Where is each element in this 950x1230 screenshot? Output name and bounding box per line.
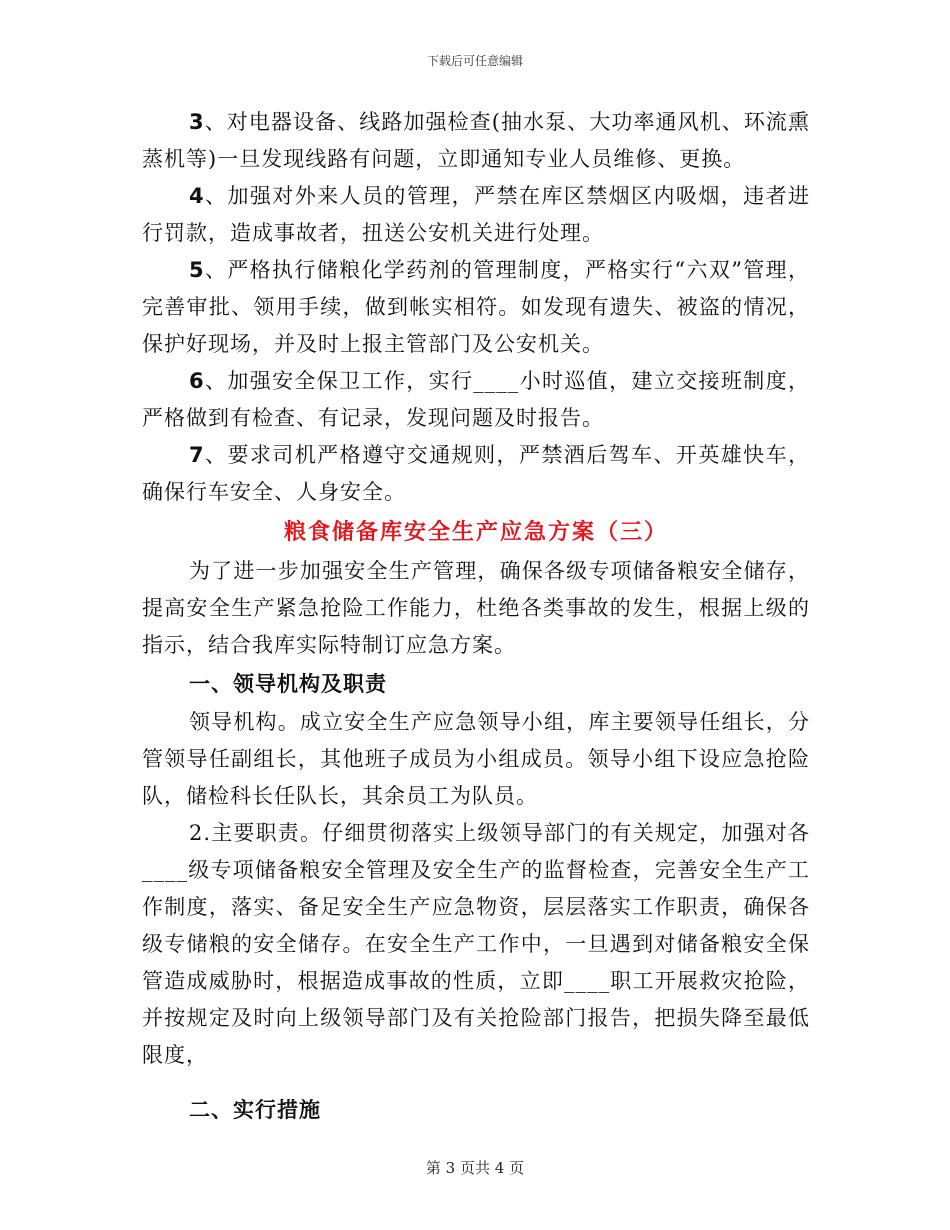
document-body — [142, 104, 810, 1130]
leadership-paragraph: 领导机构。成立安全生产应急领导小组，库主要领导任组长，分管领导任副组长，其他班子成员为小组成员。领导小组下设应急抢险队，储检科长任队长，其余员工为队员。 — [142, 710, 810, 808]
item-text: 、要求司机严格遵守交通规则，严禁酒后驾车、开英雄快车，确保行车安全、人身安全。 — [142, 443, 810, 504]
page-number: 第 3 页共 4 页 — [425, 1159, 525, 1177]
heading-measures: 二、实行措施 — [189, 1097, 321, 1122]
list-item-6 — [142, 363, 810, 437]
item-text: 、严格执行储粮化学药剂的管理制度，严格实行“六双”管理，完善审批、领用手续，做到帐实相符。如发现有遗失、被盗的情况，保护好现场，并及时上报主管部门及公安机关。 — [142, 258, 810, 356]
item-number: 3 — [189, 110, 205, 134]
item-number: 5 — [189, 258, 205, 282]
item-number: 4 — [189, 184, 205, 208]
list-item-5 — [142, 252, 810, 363]
list-item-7 — [142, 437, 810, 511]
item-text: 、加强对外来人员的管理，严禁在库区禁烟区内吸烟，违者进行罚款，造成事故者，扭送公安机关进行处理。 — [142, 184, 810, 245]
header-note: 下载后可任意编辑 — [426, 54, 523, 68]
list-item-3 — [142, 104, 810, 178]
section-title: 粮食储备库安全生产应急方案（三） — [283, 519, 668, 545]
item-text: 、加强安全保卫工作，实行____小时巡值，建立交接班制度，严格做到有检查、有记录，发现问题及时报告。 — [142, 369, 810, 430]
intro-paragraph: 为了进一步加强安全生产管理，确保各级专项储备粮安全储存，提高安全生产紧急抢险工作能力，杜绝各类事故的发生，根据上级的指示，结合我库实际特制订应急方案。 — [142, 559, 810, 657]
item-number: 7 — [189, 443, 205, 467]
duties-paragraph: 2.主要职责。仔细贯彻落实上级领导部门的有关规定，加强对各____级专项储备粮安全管理及安全生产的监督检查，完善安全生产工作制度，落实、备足安全生产应急物资，层层落实工作职责，确保各级专储粮的安全储存。在安全生产工作中，一旦遇到对储备粮安全保管造成威胁时，根据造成事故的性质，立即____职工开展救灾抢险，并按规定及时向上级领导部门及有关抢险部门报告，把损失降至最低限度， — [142, 821, 810, 1067]
item-number: 6 — [189, 369, 205, 393]
item-text: 、对电器设备、线路加强检查(抽水泵、大功率通风机、环流熏蒸机等)一旦发现线路有问题，立即通知专业人员维修、更换。 — [142, 110, 810, 171]
heading-leadership: 一、领导机构及职责 — [189, 671, 387, 696]
list-item-4 — [142, 178, 810, 252]
